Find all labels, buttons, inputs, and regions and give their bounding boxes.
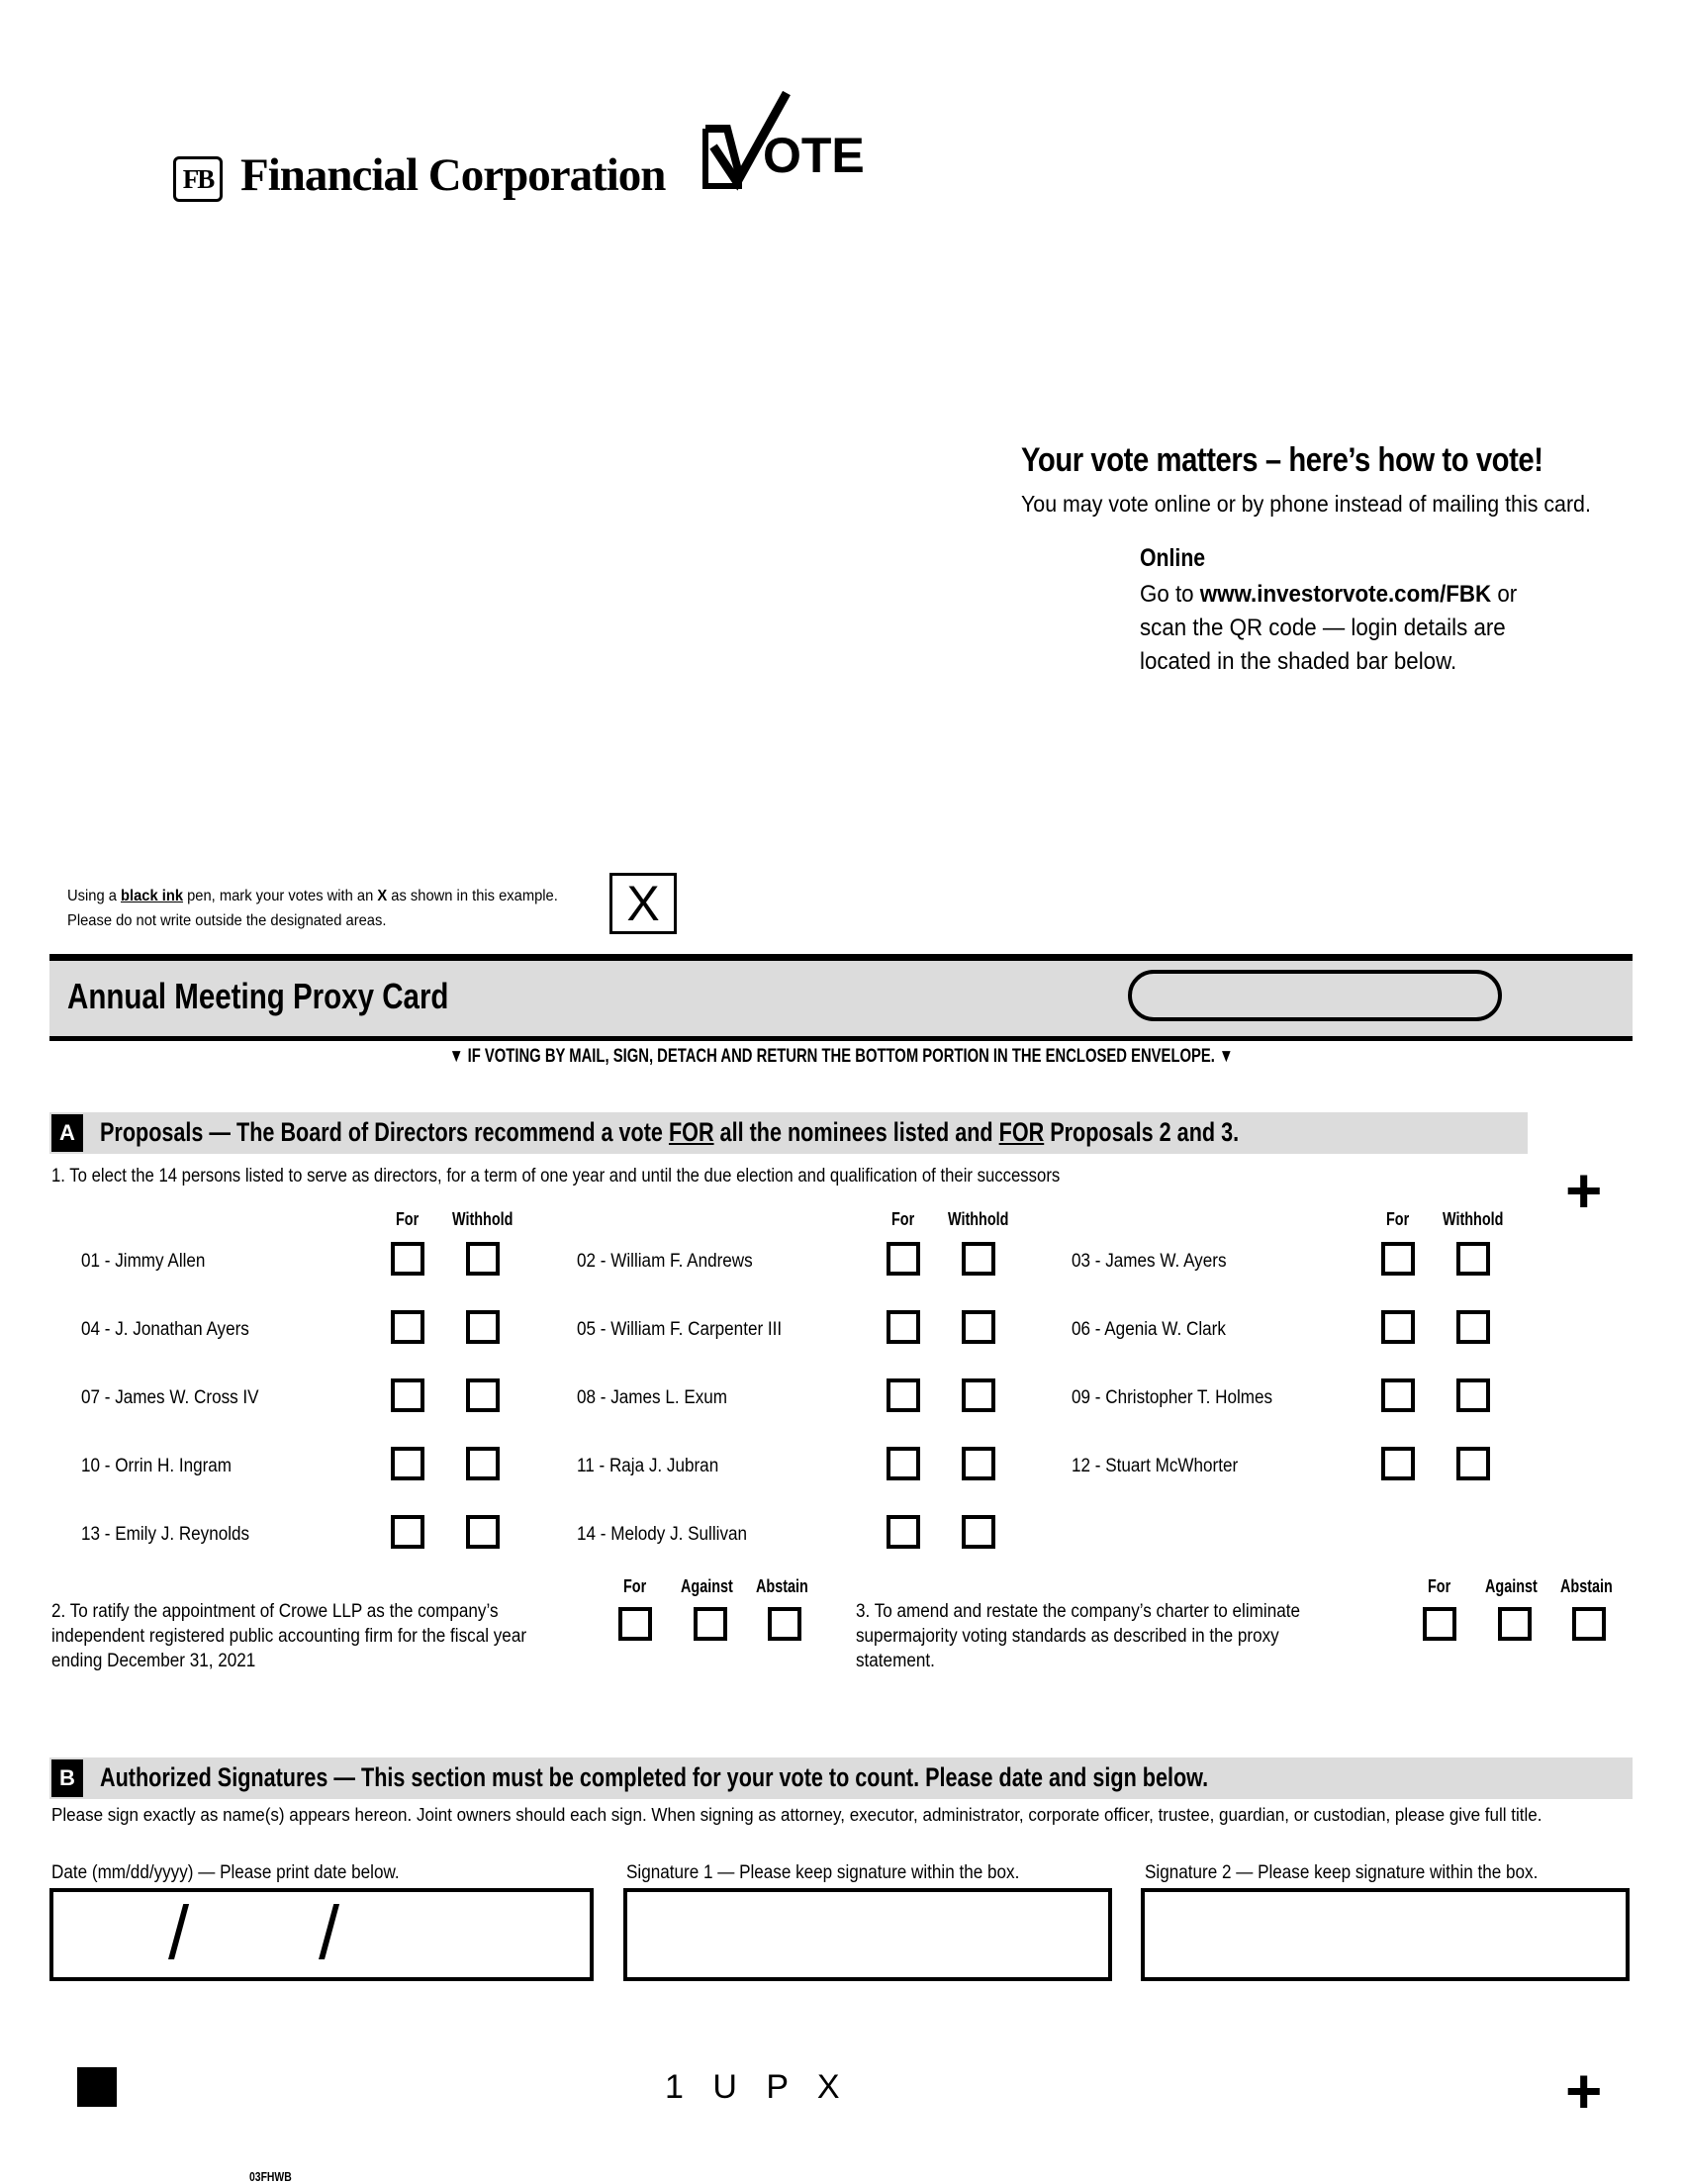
- instr-black-ink: black ink: [121, 888, 184, 904]
- signature-2-label: Signature 2 — Please keep signature within the box.: [1145, 1862, 1539, 1883]
- nominee-withhold-checkbox[interactable]: [962, 1515, 995, 1549]
- nominee-withhold-checkbox[interactable]: [962, 1310, 995, 1344]
- section-a-for: FOR: [668, 1117, 714, 1147]
- col-withhold-header: Withhold: [948, 1209, 1009, 1229]
- online-suffix: or scan the QR code — login details are located in the shaded bar below.: [1140, 581, 1518, 675]
- p2-against-checkbox[interactable]: [694, 1607, 727, 1641]
- nominee-name: 01 - Jimmy Allen: [81, 1251, 206, 1272]
- nominee-name: 03 - James W. Ayers: [1072, 1251, 1227, 1272]
- vote-logo: [698, 89, 866, 198]
- online-instructions: [1140, 578, 1563, 679]
- signature-1-box[interactable]: [623, 1888, 1112, 1981]
- nominee-withhold-checkbox[interactable]: [962, 1447, 995, 1480]
- date-slash-1: /: [168, 1891, 190, 1975]
- section-a-letter: A: [51, 1114, 83, 1152]
- signature-2-box[interactable]: [1141, 1888, 1630, 1981]
- p2-for-checkbox[interactable]: [618, 1607, 652, 1641]
- nominee-for-checkbox[interactable]: [391, 1242, 424, 1276]
- nominee-for-checkbox[interactable]: [1381, 1378, 1415, 1412]
- instr-text: pen, mark your votes with an: [183, 888, 378, 904]
- instr-text: Using a: [67, 888, 122, 904]
- marking-instructions: [67, 884, 558, 933]
- nominee-withhold-checkbox[interactable]: [466, 1515, 500, 1549]
- nominee-for-checkbox[interactable]: [887, 1242, 920, 1276]
- nominee-withhold-checkbox[interactable]: [962, 1242, 995, 1276]
- nominee-name: 05 - William F. Carpenter III: [577, 1319, 783, 1340]
- card-title: Annual Meeting Proxy Card: [67, 976, 449, 1016]
- nominee-withhold-checkbox[interactable]: [962, 1378, 995, 1412]
- example-mark-box: X: [609, 873, 677, 934]
- instr-line2: Please do not write outside the designated areas.: [67, 912, 387, 929]
- nominee-for-checkbox[interactable]: [391, 1378, 424, 1412]
- col-for-header: For: [396, 1209, 420, 1229]
- col-withhold-header: Withhold: [1443, 1209, 1504, 1229]
- nominee-name: 02 - William F. Andrews: [577, 1251, 753, 1272]
- nominee-withhold-checkbox[interactable]: [466, 1310, 500, 1344]
- p3-col-abstain: Abstain: [1560, 1576, 1613, 1596]
- signature-note: Please sign exactly as name(s) appears hereon. Joint owners should each sign. When signing as attorney, executor, administrator, corporate officer, trustee, guardian, or custodian, please give full title.: [51, 1804, 1542, 1825]
- signature-1-label: Signature 1 — Please keep signature within the box.: [626, 1862, 1020, 1883]
- col-for-header: For: [1386, 1209, 1410, 1229]
- proposal-3-text: 3. To amend and restate the company’s charter to eliminate supermajority voting standards as described in the proxy statement.: [856, 1601, 1300, 1671]
- nominee-name: 09 - Christopher T. Holmes: [1072, 1387, 1273, 1408]
- nominee-for-checkbox[interactable]: [887, 1378, 920, 1412]
- nominee-withhold-checkbox[interactable]: [1456, 1378, 1490, 1412]
- section-a-text: Proposals 2 and 3.: [1044, 1117, 1240, 1147]
- registration-plus-top: +: [1565, 1155, 1603, 1226]
- date-slash-2: /: [319, 1891, 340, 1975]
- online-title: Online: [1140, 544, 1206, 572]
- nominee-for-checkbox[interactable]: [887, 1310, 920, 1344]
- p3-col-for: For: [1428, 1576, 1451, 1596]
- nominee-withhold-checkbox[interactable]: [466, 1447, 500, 1480]
- col-for-header: For: [891, 1209, 915, 1229]
- p3-against-checkbox[interactable]: [1498, 1607, 1532, 1641]
- nominee-for-checkbox[interactable]: [1381, 1447, 1415, 1480]
- date-label: Date (mm/dd/yyyy) — Please print date below.: [51, 1862, 400, 1883]
- p2-col-abstain: Abstain: [756, 1576, 808, 1596]
- nominee-name: 11 - Raja J. Jubran: [577, 1456, 719, 1476]
- nominee-name: 08 - James L. Exum: [577, 1387, 728, 1408]
- vote-logo-text: OTE: [763, 128, 865, 183]
- proposal-1-text: 1. To elect the 14 persons listed to serve as directors, for a term of one year and until the due election and qualification of their successors: [51, 1166, 1061, 1187]
- nominee-withhold-checkbox[interactable]: [1456, 1447, 1490, 1480]
- online-url-link[interactable]: www.investorvote.com/FBK: [1199, 581, 1492, 608]
- nominee-withhold-checkbox[interactable]: [1456, 1242, 1490, 1276]
- nominee-name: 13 - Emily J. Reynolds: [81, 1524, 250, 1545]
- nominee-name: 14 - Melody J. Sullivan: [577, 1524, 748, 1545]
- section-a-text: all the nominees listed and: [713, 1117, 999, 1147]
- p3-abstain-checkbox[interactable]: [1572, 1607, 1606, 1641]
- proposal-2-text: 2. To ratify the appointment of Crowe LLP as the company’s independent registered public accounting firm for the fiscal year ending December 31, 2021: [51, 1601, 527, 1671]
- section-a-text: Proposals — The Board of Directors recommend a vote: [100, 1117, 669, 1147]
- p2-abstain-checkbox[interactable]: [768, 1607, 801, 1641]
- detach-notice-text: ▼ IF VOTING BY MAIL, SIGN, DETACH AND RETURN THE BOTTOM PORTION IN THE ENCLOSED ENVELOPE. ▼: [448, 1046, 1234, 1067]
- p3-for-checkbox[interactable]: [1423, 1607, 1456, 1641]
- nominee-withhold-checkbox[interactable]: [466, 1378, 500, 1412]
- registration-plus-bottom: +: [1565, 2055, 1603, 2127]
- fb-logo-mark: FB: [173, 156, 223, 202]
- detach-notice: [0, 1046, 1682, 1068]
- instr-text: as shown in this example.: [387, 888, 558, 904]
- nominee-withhold-checkbox[interactable]: [466, 1242, 500, 1276]
- nominee-for-checkbox[interactable]: [1381, 1310, 1415, 1344]
- nominee-name: 10 - Orrin H. Ingram: [81, 1456, 233, 1476]
- nominee-name: 06 - Agenia W. Clark: [1072, 1319, 1226, 1340]
- nominee-withhold-checkbox[interactable]: [1456, 1310, 1490, 1344]
- nominee-for-checkbox[interactable]: [391, 1515, 424, 1549]
- small-code: 03FHWB: [249, 2169, 292, 2184]
- nominee-name: 07 - James W. Cross IV: [81, 1387, 259, 1408]
- nominee-for-checkbox[interactable]: [391, 1310, 424, 1344]
- nominee-for-checkbox[interactable]: [887, 1447, 920, 1480]
- p2-col-against: Against: [681, 1576, 733, 1596]
- p2-col-for: For: [623, 1576, 647, 1596]
- online-prefix: Go to: [1140, 581, 1200, 608]
- section-a-heading: [100, 1117, 1239, 1148]
- vote-matters-title: Your vote matters – here’s how to vote!: [1021, 441, 1543, 479]
- instr-x: X: [377, 888, 388, 904]
- section-a-for: FOR: [998, 1117, 1045, 1147]
- section-b-letter: B: [51, 1759, 83, 1797]
- p3-col-against: Against: [1485, 1576, 1538, 1596]
- nominee-name: 12 - Stuart McWhorter: [1072, 1456, 1239, 1476]
- control-number-field: [1128, 970, 1502, 1021]
- form-code: 1 U P X: [665, 2068, 850, 2106]
- nominee-for-checkbox[interactable]: [887, 1515, 920, 1549]
- vote-matters-subtitle: You may vote online or by phone instead of mailing this card.: [1021, 491, 1591, 517]
- company-name: Financial Corporation: [240, 149, 666, 201]
- registration-square: [77, 2067, 117, 2107]
- nominee-for-checkbox[interactable]: [1381, 1242, 1415, 1276]
- nominee-for-checkbox[interactable]: [391, 1447, 424, 1480]
- col-withhold-header: Withhold: [452, 1209, 514, 1229]
- section-b-heading: Authorized Signatures — This section must be completed for your vote to count. Please date and sign below.: [100, 1762, 1209, 1792]
- nominee-name: 04 - J. Jonathan Ayers: [81, 1319, 249, 1340]
